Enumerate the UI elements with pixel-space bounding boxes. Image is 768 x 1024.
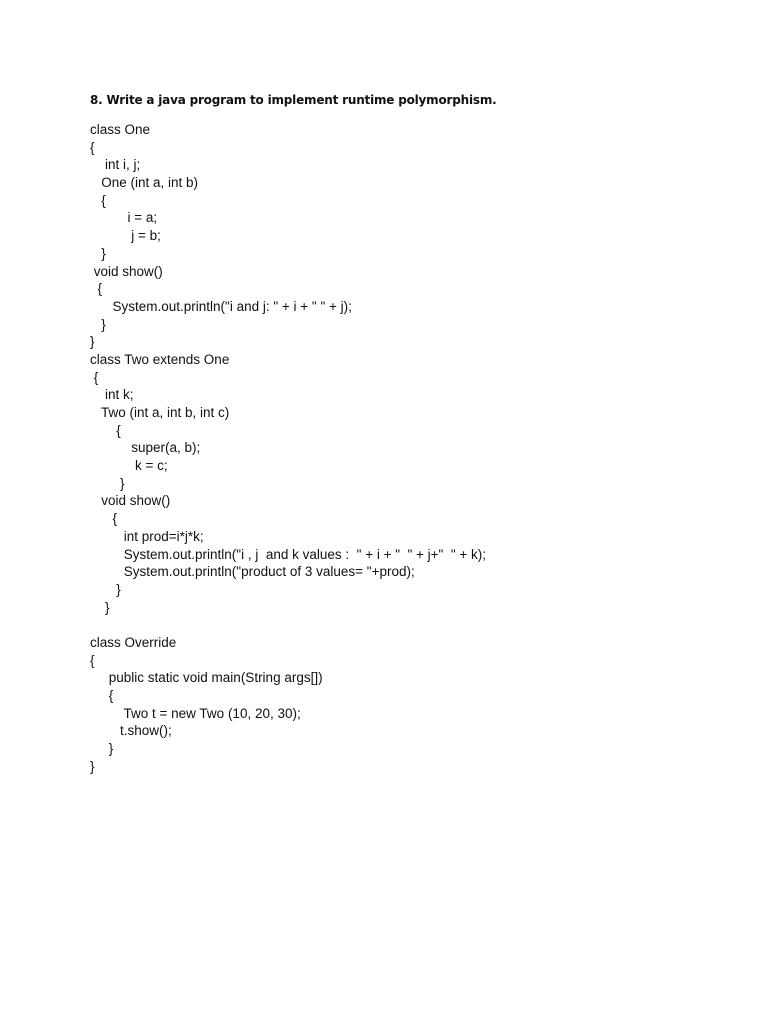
code-line: { — [90, 139, 95, 155]
code-line: { — [90, 369, 99, 385]
code-block — [90, 121, 486, 775]
code-line: } — [90, 316, 106, 332]
code-line: t.show(); — [90, 723, 172, 739]
code-line: i = a; — [90, 210, 158, 226]
code-line: Two t = new Two (10, 20, 30); — [90, 705, 301, 721]
code-line: k = c; — [90, 458, 168, 474]
code-line: { — [90, 281, 103, 297]
code-line: void show() — [90, 493, 171, 509]
code-line: One (int a, int b) — [90, 175, 199, 191]
code-line: int prod=i*j*k; — [90, 528, 204, 544]
code-line: System.out.println("i , j and k values : " + i + " " + j+" " + k); — [90, 546, 487, 562]
code-line: public static void main(String args[]) — [90, 670, 323, 686]
code-line: } — [90, 475, 125, 491]
code-line: int k; — [90, 387, 134, 403]
code-line — [90, 616, 486, 634]
code-line: { — [90, 688, 114, 703]
code-line: int i, j; — [90, 157, 141, 173]
code-line: j = b; — [90, 228, 161, 244]
code-line: class One — [90, 122, 151, 137]
code-line: } — [90, 581, 121, 597]
code-line: { — [90, 652, 95, 668]
code-line: void show() — [90, 263, 163, 279]
code-line: } — [90, 741, 114, 757]
code-line: System.out.println("i and j: " + i + " " + j); — [90, 298, 352, 314]
code-line: } — [90, 245, 106, 261]
code-line: System.out.println("product of 3 values= "+prod); — [90, 564, 415, 580]
code-line: } — [90, 334, 95, 350]
code-line: Two (int a, int b, int c) — [90, 405, 230, 420]
code-line: class Two extends One — [90, 351, 230, 367]
code-line: { — [90, 511, 118, 527]
code-line: class Override — [90, 634, 177, 650]
code-line: { — [90, 422, 121, 438]
code-line: } — [90, 599, 110, 615]
code-line: } — [90, 758, 95, 774]
code-line: { — [90, 192, 106, 208]
code-line: super(a, b); — [90, 440, 201, 456]
question-heading: 8. Write a java program to implement runtime polymorphism. — [90, 93, 497, 107]
